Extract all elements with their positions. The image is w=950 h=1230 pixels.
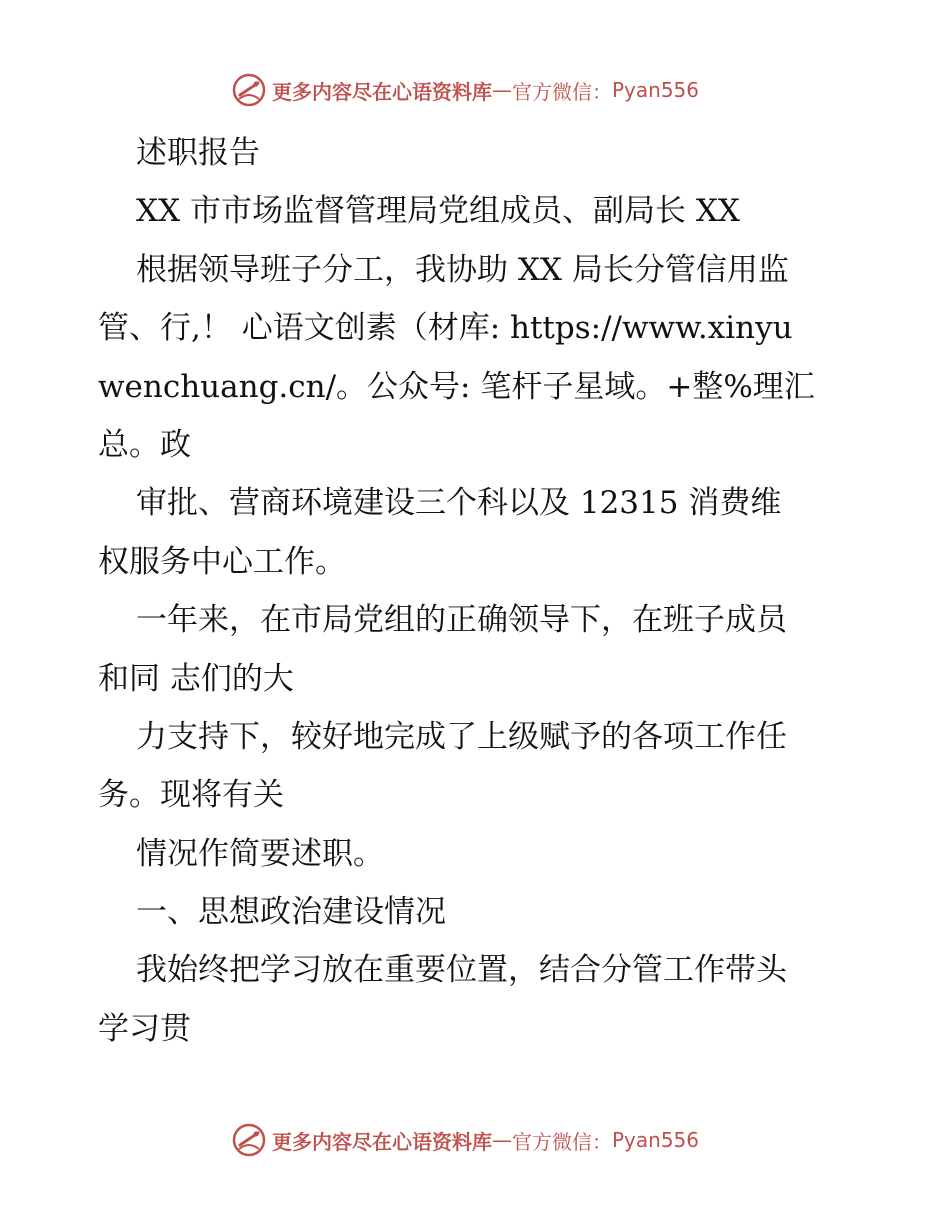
body-line: 我始终把学习放在重要位置，结合分管工作带头 xyxy=(136,952,787,989)
section-heading: 一、思想政治建设情况 xyxy=(136,894,446,931)
footer-watermark xyxy=(232,1122,699,1158)
body-line: 学习贯 xyxy=(98,1010,191,1047)
body-line: 管、行,！ 心语文创素（材库: https://www.xinyu xyxy=(98,310,793,347)
author-line: XX 市市场监督管理局党组成员、副局长 XX xyxy=(136,193,740,230)
body-line: 总。政 xyxy=(98,426,191,463)
body-line: 一年来，在市局党组的正确领导下，在班子成员 xyxy=(136,602,787,639)
book-pen-logo-icon xyxy=(232,73,266,107)
document-title: 述职报告 xyxy=(136,135,260,171)
watermark-lead-text: 更多内容尽在心语资料库 xyxy=(272,1129,492,1154)
body-line: 根据领导班子分工，我协助 XX 局长分管信用监 xyxy=(136,251,789,288)
watermark-brand: Pyan556 xyxy=(612,1128,700,1152)
watermark-dash: — xyxy=(492,1128,512,1152)
body-line: 务。现将有关 xyxy=(98,777,284,814)
watermark-suffix-text: 官方微信： xyxy=(512,79,612,104)
book-pen-logo-icon xyxy=(232,1123,266,1157)
body-line: 审批、营商环境建设三个科以及 12315 消费维 xyxy=(136,485,782,522)
body-line: 力支持下，较好地完成了上级赋予的各项工作任 xyxy=(136,718,787,755)
watermark-brand: Pyan556 xyxy=(612,78,700,102)
watermark-dash: — xyxy=(492,78,512,102)
watermark-suffix-text: 官方微信： xyxy=(512,1129,612,1154)
document-body xyxy=(98,124,858,1058)
body-line: 和同 志们的大 xyxy=(98,660,294,697)
body-line: 权服务中心工作。 xyxy=(98,543,346,580)
watermark-lead-text: 更多内容尽在心语资料库 xyxy=(272,79,492,104)
body-line: 情况作简要述职。 xyxy=(136,835,384,872)
body-line: wenchuang.cn/。公众号: 笔杆子星域。+整%理汇 xyxy=(98,368,815,405)
header-watermark xyxy=(232,72,699,108)
